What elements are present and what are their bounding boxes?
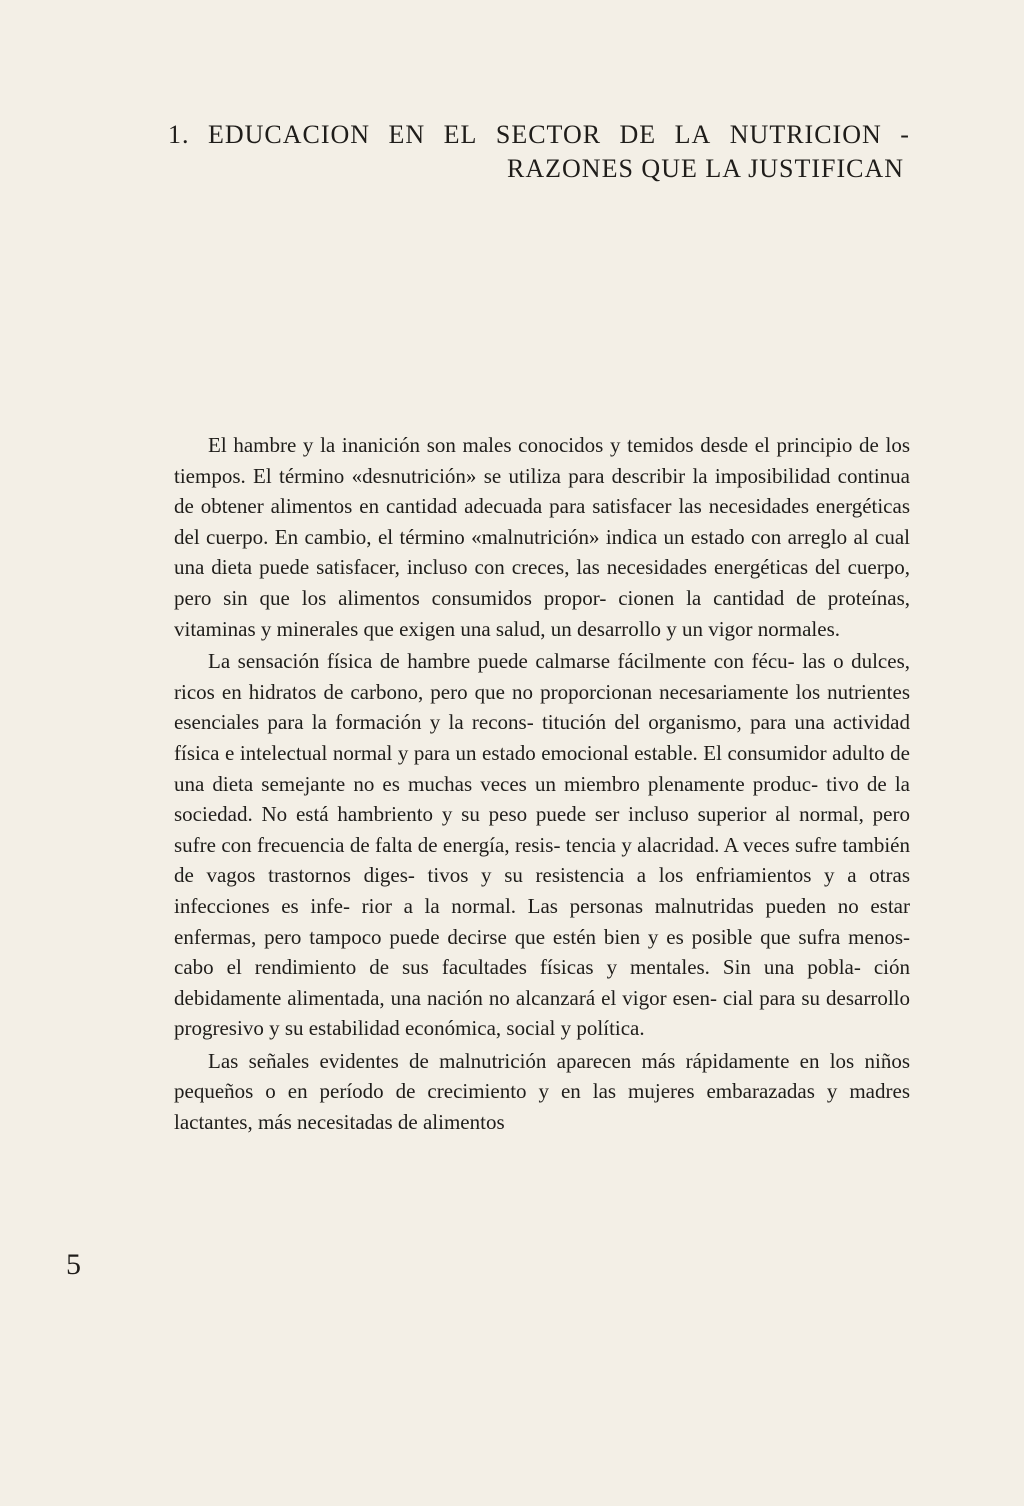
- paragraph: Las señales evidentes de malnutrición aparecen más rápidamente en los niños pequeños o en período de crecimiento y en las mujeres embarazadas y madres lactantes, más necesitadas de alimentos: [174, 1048, 910, 1135]
- chapter-heading-line-2: RAZONES QUE LA JUSTIFICAN: [507, 154, 904, 183]
- body-text: [174, 430, 910, 1138]
- chapter-title-word: EDUCACION: [207, 120, 371, 149]
- chapter-heading-line-1: [168, 118, 910, 152]
- page-number: 5: [66, 1248, 81, 1281]
- chapter-title-word: DE: [619, 120, 657, 149]
- chapter-title-word: NUTRICION: [729, 120, 882, 149]
- chapter-title-word: LA: [674, 120, 712, 149]
- paragraph: El hambre y la inanición son males conocidos y temidos desde el principio de los tiempos. El término «desnutrición» se utiliza para describir la imposibilidad continua de obtener alimentos en cantidad adecuada para satisfacer las necesidades energéticas del cuerpo. En cambio, el término «malnutrición» indica un estado con arreglo al cual una dieta puede satisfacer, incluso con creces, las necesidades energéticas del cuerpo, pero sin que los alimentos consumidos propor- cionen la cantidad de proteínas, vitaminas y minerales que exigen una salud, un desarrollo y un vigor normales.: [174, 433, 910, 641]
- chapter-title-word: EL: [443, 120, 478, 149]
- chapter-heading: [168, 118, 910, 186]
- chapter-title-word: SECTOR: [495, 120, 602, 149]
- chapter-number: 1.: [168, 120, 190, 149]
- chapter-title-word: -: [900, 120, 910, 149]
- chapter-title-word: EN: [388, 120, 426, 149]
- paragraph: La sensación física de hambre puede calmarse fácilmente con fécu- las o dulces, ricos en hidratos de carbono, pero que no proporcionan necesariamente los nutrientes esenciales para la formación y la recons- titución del organismo, para una actividad física e intelectual normal y para un estado emocional estable. El consumidor adulto de una dieta semejante no es muchas veces un miembro plenamente produc- tivo de la sociedad. No está hambriento y su peso puede ser incluso superior al normal, pero sufre con frecuencia de falta de energía, resis- tencia y alacridad. A veces sufre también de vagos trastornos diges- tivos y su resistencia a los enfriamientos y a otras infecciones es infe- rior a la normal. Las personas malnutridas pueden no estar enfermas, pero tampoco puede decirse que estén bien y es posible que sufra menos- cabo el rendimiento de sus facultades físicas y mentales. Sin una pobla- ción debidamente alimentada, una nación no alcanzará el vigor esen- cial para su desarrollo progresivo y su estabilidad económica, social y política.: [174, 649, 910, 1041]
